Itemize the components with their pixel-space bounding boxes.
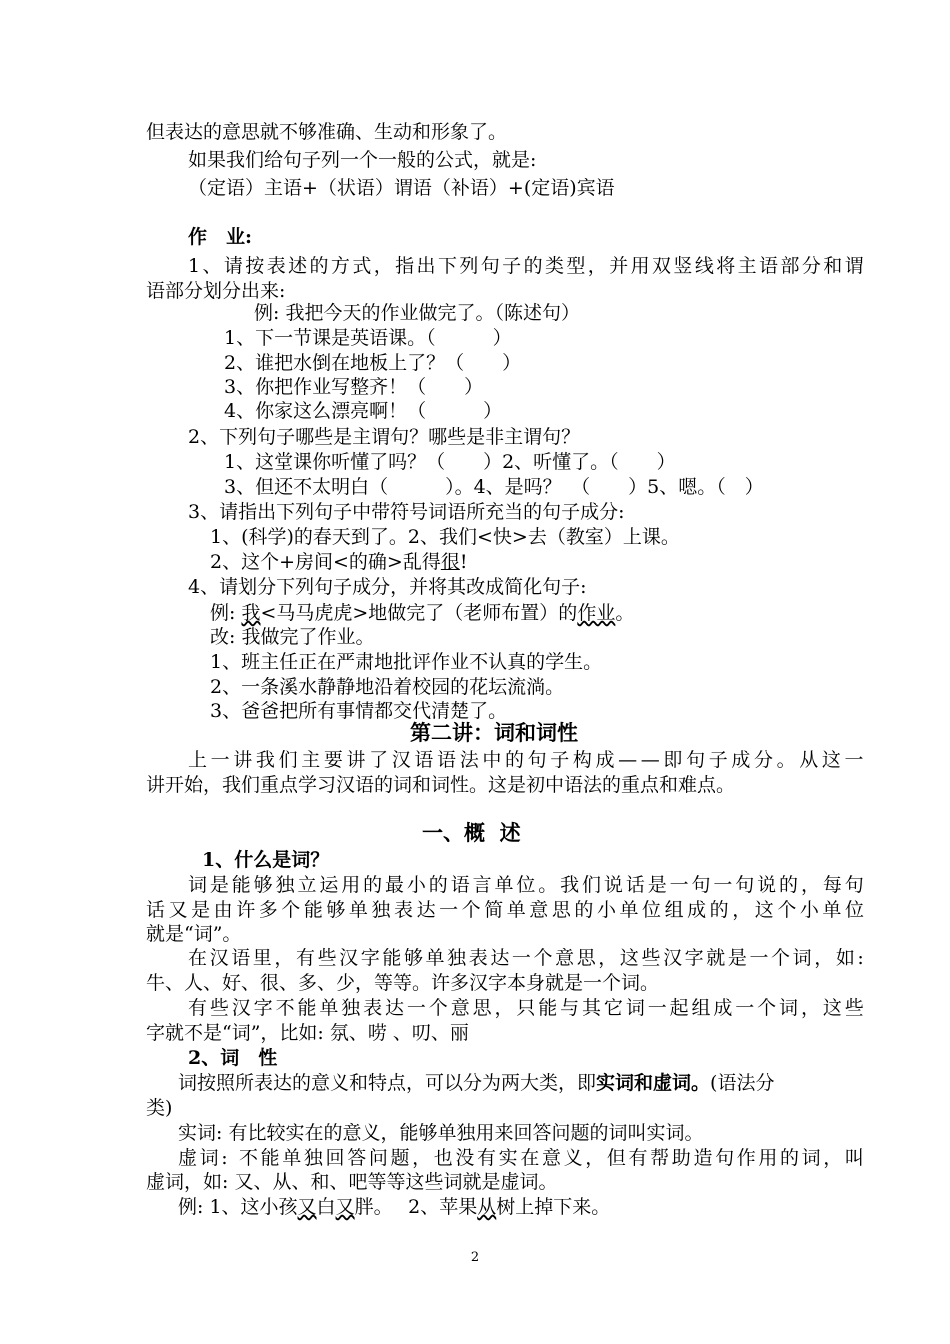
q4-rewrite: 改: 我做完了作业。 <box>210 626 375 648</box>
paragraph-line: 话 又 是 由 许 多 个 能 够 单 独 表 达 一 个 简 单 意 思 的 小 单 位 组 成 的 ， 这 个 小 单 位 <box>146 899 864 921</box>
paragraph-line: 有 些 汉 字 不 能 单 独 表 达 一 个 意 思 ， 只 能 与 其 它 词 一 起 组 成 一 个 词 ， 这 些 <box>188 997 864 1019</box>
paragraph-line: 词 是 能 够 独 立 运 用 的 最 小 的 语 言 单 位 。 我 们 说 话 是 一 句 一 句 说 的 ， 每 句 <box>188 874 864 896</box>
section-word-class: 2、词 性 <box>188 1047 278 1069</box>
q2-line: 3、但还不太明白（ ）。4、是吗？ （ ）5、嗯。（ ） <box>224 476 764 498</box>
q2-line: 1、这堂课你听懂了吗？（ ）2、听懂了。（ ） <box>224 451 676 473</box>
q1-item: 2、谁把水倒在地板上了？（ ） <box>224 352 522 374</box>
text-line: 但表达的意思就不够准确、生动和形象了。 <box>146 121 508 143</box>
virtual-word-definition: 虚 词 : 不 能 单 独 回 答 问 题 ， 也 没 有 实 在 意 义 ， 但 有 帮 助 造 句 作 用 的 词 ， 叫 <box>178 1147 864 1169</box>
q1-example: 例: 我把今天的作业做完了。（陈述句） <box>254 302 580 324</box>
q3-line: 2、这个+房间<的确>乱得很! <box>210 551 468 573</box>
paragraph-line: 类) <box>146 1097 173 1119</box>
overview-heading: 一、概 述 <box>422 821 521 845</box>
q4-item: 3、爸爸把所有事情都交代清楚了。 <box>210 700 508 722</box>
q1-title-line2: 语部分划分出来: <box>146 280 286 302</box>
lecture-intro-line2: 讲开始，我们重点学习汉语的词和词性。这是初中语法的重点和难点。 <box>146 774 736 796</box>
q4-item: 1、班主任正在严肃地批评作业不认真的学生。 <box>210 651 603 673</box>
q1-item: 4、你家这么漂亮啊！（ ） <box>224 400 503 422</box>
paragraph-line: 就是“词”。 <box>146 923 242 945</box>
q1-item: 1、下一节课是英语课。（ ） <box>224 327 512 349</box>
sentence-formula: （定语）主语+（状语）谓语（补语）+(定语)宾语 <box>188 177 615 199</box>
example-line: 例: 1、这小孩又白又胖。 2、苹果从树上掉下来。 <box>178 1196 611 1218</box>
q4-title: 4、请划分下列句子成分，并将其改成简化句子: <box>188 576 587 598</box>
lecture-title: 第二讲：词和词性 <box>410 721 578 745</box>
q2-title: 2、下列句子哪些是主谓句？哪些是非主谓句？ <box>188 426 581 448</box>
paragraph-line: 牛、人、好、很、多、少，等等。许多汉字本身就是一个词。 <box>146 972 660 994</box>
q3-line: 1、(科学)的春天到了。2、我们<快>去（教室）上课。 <box>210 526 680 548</box>
q4-item: 2、一条溪水静静地沿着校园的花坛流淌。 <box>210 676 565 698</box>
section-what-is-word: 1、什么是词？ <box>202 849 330 871</box>
paragraph-line: 词按照所表达的意义和特点，可以分为两大类，即实词和虚词。(语法分 <box>178 1072 775 1094</box>
real-word-definition: 实词: 有比较实在的意义，能够单独用来回答问题的词叫实词。 <box>178 1122 704 1144</box>
homework-heading: 作 业: <box>188 226 253 248</box>
text-line: 如果我们给句子列一个一般的公式，就是: <box>188 149 537 171</box>
virtual-word-definition: 虚词，如: 又、从、和、吧等等这些词就是虚词。 <box>146 1171 558 1193</box>
paragraph-line: 字就不是“词”，比如: 氛、唠 、叨、丽 <box>146 1022 469 1044</box>
q4-example: 例: 我<马马虎虎>地做完了（老师布置）的作业。 <box>210 602 635 624</box>
q1-title-line1: 1 、 请 按 表 述 的 方 式 ， 指 出 下 列 句 子 的 类 型 ， 并 用 双 竖 线 将 主 语 部 分 和 谓 <box>188 255 864 277</box>
q1-item: 3、你把作业写整齐！（ ） <box>224 376 484 398</box>
paragraph-line: 在 汉 语 里 ， 有 些 汉 字 能 够 单 独 表 达 一 个 意 思 ， 这 些 汉 字 就 是 一 个 词 ， 如 : <box>188 947 864 969</box>
q3-title: 3、请指出下列句子中带符号词语所充当的句子成分: <box>188 501 625 523</box>
lecture-intro-line1: 上 一 讲 我 们 主 要 讲 了 汉 语 语 法 中 的 句 子 构 成 — — 即 句 子 成 分 。 从 这 一 <box>188 749 864 771</box>
page-number: 2 <box>470 1250 480 1265</box>
